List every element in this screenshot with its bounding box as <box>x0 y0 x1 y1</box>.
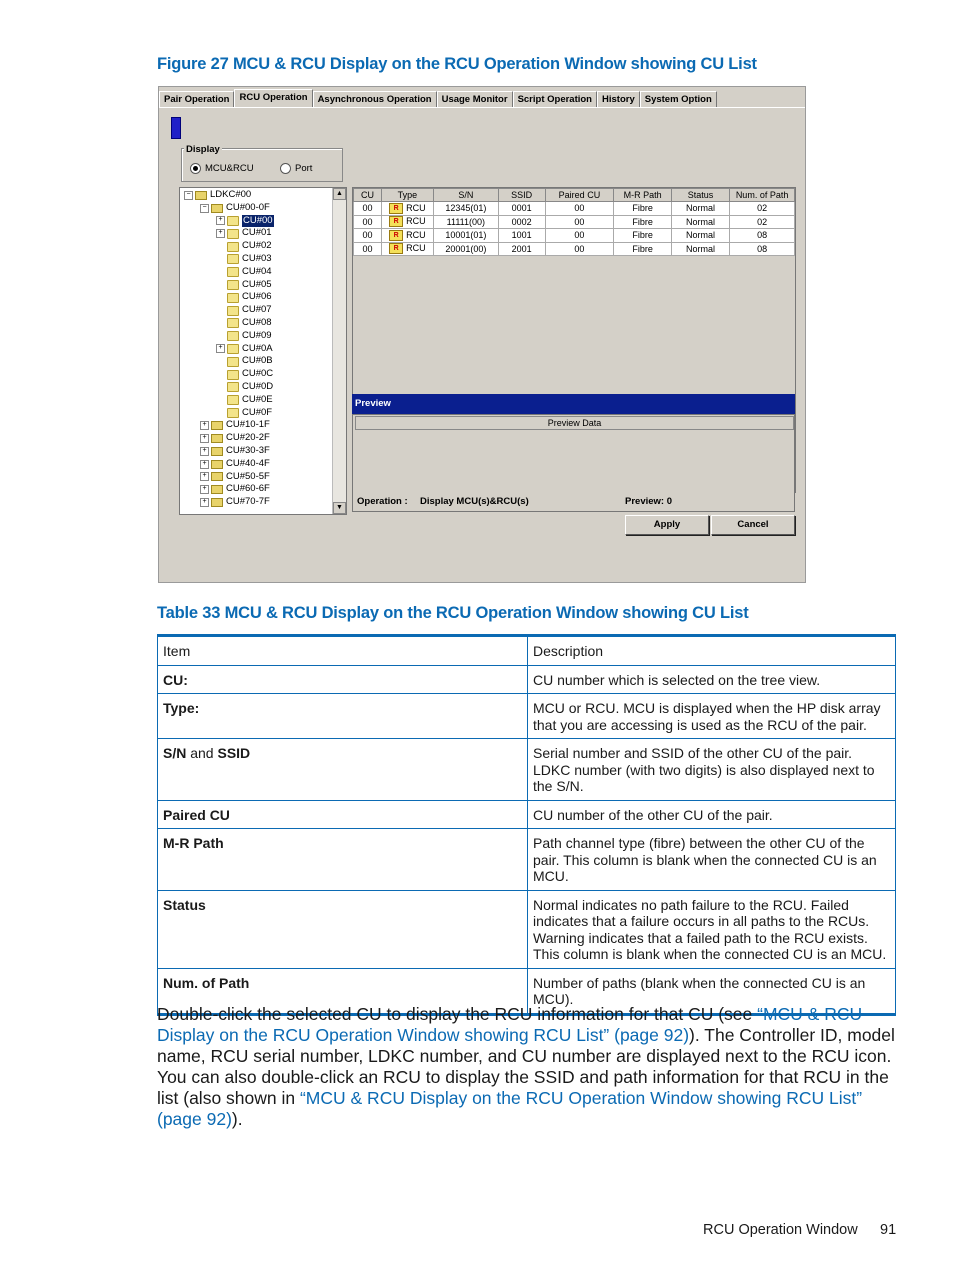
grid-cell-value: 2001 <box>511 243 532 254</box>
display-label: Display <box>186 144 220 155</box>
spacer <box>216 370 225 379</box>
tree-cu-item[interactable] <box>216 279 272 292</box>
tree-item-label: CU#00 <box>243 214 273 226</box>
spacer <box>216 396 225 405</box>
tab-system-option[interactable]: System Option <box>640 91 717 107</box>
tree-cu-item[interactable] <box>216 317 272 330</box>
table-header-row <box>158 636 896 666</box>
grid-cell <box>614 242 671 256</box>
grid-column-header[interactable]: S/N <box>433 189 498 202</box>
tree-item-label: CU#09 <box>242 329 272 341</box>
cu-icon <box>227 280 239 290</box>
rcu-list-link-1[interactable]: “MCU & RCU Display on the RCU Operation Window showing RCU List” (page 92) <box>157 1004 863 1045</box>
tree-item-label: CU#20-2F <box>226 432 270 444</box>
grid-cell-value: 00 <box>574 216 585 227</box>
expand-icon[interactable]: + <box>200 485 209 494</box>
grid-column-header[interactable]: Type <box>381 189 433 202</box>
item-type: Type: <box>163 700 200 716</box>
cu-icon <box>227 267 239 277</box>
tree-cu-item[interactable] <box>216 291 272 304</box>
tab-history[interactable]: History <box>597 91 640 107</box>
grid-column-header[interactable]: CU <box>354 189 382 202</box>
table-row[interactable] <box>354 215 795 229</box>
cu-icon <box>227 344 239 354</box>
grid-cell-value: RCU <box>406 202 426 213</box>
tree-group[interactable] <box>200 458 270 471</box>
tree-item-label: CU#0D <box>242 381 274 392</box>
tree-item-label: CU#0A <box>242 342 273 354</box>
tab-bar <box>159 89 717 107</box>
cu-icon <box>227 370 239 380</box>
rcu-icon: R <box>389 243 403 254</box>
table-row[interactable] <box>354 242 795 256</box>
collapse-icon[interactable]: − <box>184 191 193 200</box>
grid-cell-value: 00 <box>362 203 373 214</box>
grid-cell-value: 00 <box>574 243 585 254</box>
cu-tree-view[interactable] <box>179 187 347 515</box>
desc-num-path: Number of paths (blank when the connected CU is an MCU). <box>528 968 896 1014</box>
tree-group[interactable] <box>200 202 270 215</box>
tree-cu-item[interactable] <box>216 381 273 394</box>
grid-column-header[interactable]: SSID <box>498 189 545 202</box>
tree-item-label: CU#60-6F <box>226 483 270 495</box>
grid-cell <box>730 202 795 216</box>
grid-cell-value: 02 <box>757 216 768 227</box>
grid-cell-value: Normal <box>686 203 716 214</box>
grid-cell <box>671 202 729 216</box>
cu-icon <box>227 229 239 239</box>
item-num-path: Num. of Path <box>163 974 250 991</box>
rcu-list-link-2[interactable]: “MCU & RCU Display on the RCU Operation Window showing RCU List” (page 92) <box>157 1088 863 1129</box>
cu-icon <box>227 318 239 328</box>
grid-cell-value: Normal <box>686 216 716 227</box>
tree-item-label: CU#06 <box>242 291 272 303</box>
grid-cell-value: 00 <box>362 216 373 227</box>
tree-group[interactable] <box>200 445 270 458</box>
tree-item-label: CU#0E <box>242 393 273 405</box>
spacer <box>216 306 225 315</box>
grid-cell <box>498 229 545 243</box>
expand-icon[interactable]: + <box>200 421 209 430</box>
table-row <box>158 890 896 968</box>
cu-icon <box>227 216 239 226</box>
radio-port[interactable] <box>280 163 312 174</box>
scroll-up-icon[interactable]: ▲ <box>333 188 346 200</box>
table-row[interactable] <box>354 229 795 243</box>
grid-cell <box>433 229 498 243</box>
tree-item-label: CU#50-5F <box>226 470 270 482</box>
tree-item-label: CU#05 <box>242 278 272 290</box>
tree-item-label: CU#30-3F <box>226 445 270 456</box>
tree-item-label: CU#04 <box>242 265 272 277</box>
cu-icon <box>227 395 239 405</box>
tree-item-label: CU#0B <box>242 355 273 367</box>
grid-cell <box>433 242 498 256</box>
tree-cu-item[interactable] <box>216 304 272 317</box>
expand-icon[interactable]: + <box>216 229 225 238</box>
cu-icon <box>227 242 239 252</box>
grid-cell <box>545 229 614 243</box>
tab-script-operation[interactable]: Script Operation <box>513 91 597 107</box>
cu-icon <box>227 293 239 303</box>
spacer <box>216 357 225 366</box>
grid-cell <box>498 242 545 256</box>
item-paired-cu: Paired CU <box>163 806 230 823</box>
tree-item-label: CU#02 <box>242 240 272 252</box>
body-paragraph: Double-click the selected CU to display the RCU information for that CU (see “MCU & RCU Display on the RCU Operation Window showing RCU List” (page 92)). The Controller ID, model name, RCU serial number, LDKC number, and CU number are displayed next to the RCU icon. You can also double-click an RCU to display the SSID and path information for that RCU in the list (also shown in “MCU & RCU Display on the RCU Operation Window showing RCU List” (page 92)). <box>157 1004 895 1129</box>
tree-cu-item[interactable] <box>216 266 272 279</box>
spacer <box>216 293 225 302</box>
grid-cell <box>614 202 671 216</box>
grid-cell <box>354 215 382 229</box>
item-ssid: SSID <box>217 745 251 761</box>
grid-cell-value: 11111(00) <box>446 216 486 227</box>
folder-icon <box>211 204 223 213</box>
table-row <box>158 665 896 694</box>
preview-count: Preview: 0 <box>625 496 672 507</box>
grid-cell <box>545 215 614 229</box>
desc-mr-path: Path channel type (fibre) between the other CU of the pair. This column is blank when the connected CU is an MCU. <box>528 829 896 891</box>
tree-group[interactable] <box>200 471 270 484</box>
folder-icon <box>211 472 223 481</box>
item-sn: S/N <box>163 745 187 761</box>
cu-icon <box>227 254 239 264</box>
figure-caption: Figure 27 MCU & RCU Display on the RCU Operation Window showing CU List <box>157 55 757 73</box>
item-mr-path: M-R Path <box>163 835 224 851</box>
folder-icon <box>211 421 223 430</box>
tree-item-label: CU#0C <box>242 368 274 380</box>
table-row <box>158 829 896 891</box>
grid-cell <box>433 202 498 216</box>
page-number: 91 <box>880 1222 897 1238</box>
collapse-icon[interactable]: − <box>200 204 209 213</box>
radio-selected-icon <box>190 163 201 174</box>
spacer <box>216 280 225 289</box>
header-item: Item <box>158 636 528 666</box>
tree-item-label: CU#10-1F <box>226 419 270 431</box>
tree-group[interactable] <box>200 496 270 509</box>
spacer <box>216 319 225 328</box>
rcu-operation-window <box>158 86 806 583</box>
item-and: and <box>186 745 218 761</box>
grid-cell-value: 0001 <box>511 203 532 214</box>
grid-cell-value: 00 <box>574 230 585 241</box>
tree-group[interactable] <box>200 419 270 432</box>
tree-cu-item[interactable] <box>216 253 272 266</box>
spacer <box>216 383 225 392</box>
display-group <box>181 144 343 182</box>
desc-status: Normal indicates no path failure to the RCU. Failed indicates that a failure occurs in all paths to the RCUs. Warning indicates that a failed path to the RCU exists. This column is blank when the connected CU is an MCU. <box>528 890 896 968</box>
desc-paired-cu: CU number of the other CU of the pair. <box>528 800 896 829</box>
grid-cell-value: Normal <box>686 243 716 254</box>
tab-asynchronous-operation[interactable]: Asynchronous Operation <box>313 91 437 107</box>
grid-cell-value: Fibre <box>632 203 653 214</box>
grid-cell <box>498 202 545 216</box>
cu-icon <box>227 382 239 392</box>
grid-cell <box>354 229 382 243</box>
folder-icon <box>211 460 223 469</box>
operation-label: Operation : <box>357 496 408 507</box>
grid-cell <box>671 242 729 256</box>
grid-cell-value: 08 <box>757 230 768 241</box>
spacer <box>216 408 225 417</box>
radio-mcu-rcu-label: MCU&RCU <box>205 163 254 174</box>
radio-unselected-icon <box>280 163 291 174</box>
spacer <box>216 332 225 341</box>
grid-cell <box>354 242 382 256</box>
description-table <box>157 634 896 1016</box>
grid-cell <box>614 215 671 229</box>
header-description: Description <box>528 636 896 666</box>
folder-icon <box>211 447 223 456</box>
tree-item-label: CU#00-0F <box>226 201 270 213</box>
grid-cell <box>545 202 614 216</box>
grid-cell-value: 00 <box>574 203 585 214</box>
tree-group[interactable] <box>200 432 270 445</box>
grid-cell <box>433 215 498 229</box>
table-row[interactable] <box>354 202 795 216</box>
folder-icon <box>211 485 223 494</box>
folder-icon <box>195 191 207 200</box>
spacer <box>216 268 225 277</box>
grid-cell <box>381 202 433 216</box>
table-row <box>158 694 896 739</box>
grid-cell <box>354 202 382 216</box>
status-indicator-icon <box>171 117 181 139</box>
grid-cell-value: RCU <box>406 243 426 254</box>
tree-item-label: CU#70-7F <box>226 496 270 508</box>
tree-cu-item[interactable] <box>216 394 273 407</box>
tree-cu-item[interactable] <box>216 368 273 381</box>
radio-port-label: Port <box>295 163 313 174</box>
item-cu: CU: <box>163 671 188 688</box>
expand-icon[interactable]: + <box>216 344 225 353</box>
tree-cu-item[interactable] <box>216 330 272 343</box>
footer-section: RCU Operation Window <box>703 1222 858 1238</box>
grid-cell <box>381 242 433 256</box>
grid-cell <box>671 215 729 229</box>
grid-column-header[interactable]: Paired CU <box>545 189 614 202</box>
tab-rcu-operation[interactable]: RCU Operation <box>234 89 312 108</box>
rcu-icon: R <box>389 203 403 214</box>
folder-icon <box>211 498 223 507</box>
grid-cell-value: 0002 <box>511 216 532 227</box>
grid-cell <box>381 215 433 229</box>
expand-icon[interactable]: + <box>200 447 209 456</box>
tree-item-label: CU#07 <box>242 304 272 316</box>
grid-cell-value: 00 <box>362 230 373 241</box>
grid-cell-value: 00 <box>362 243 373 254</box>
desc-cu: CU number which is selected on the tree view. <box>528 665 896 694</box>
tree-item-label: CU#01 <box>242 227 272 239</box>
tab-divider <box>159 107 805 108</box>
grid-cell <box>498 215 545 229</box>
grid-cell <box>730 229 795 243</box>
grid-cell-value: 1001 <box>511 230 532 241</box>
grid-cell-value: RCU <box>406 216 426 227</box>
expand-icon[interactable]: + <box>200 472 209 481</box>
preview-area <box>352 414 795 512</box>
expand-icon[interactable]: + <box>216 216 225 225</box>
tab-usage-monitor[interactable]: Usage Monitor <box>437 91 513 107</box>
tree-item-label: CU#08 <box>242 317 272 328</box>
apply-button[interactable]: Apply <box>625 515 709 535</box>
cancel-button[interactable]: Cancel <box>711 515 795 535</box>
cu-icon <box>227 306 239 316</box>
preview-data-header: Preview Data <box>355 416 794 430</box>
grid-cell <box>730 215 795 229</box>
grid-cell-value: 08 <box>757 243 768 254</box>
tree-item-label: LDKC#00 <box>210 189 252 200</box>
tree-cu-item[interactable] <box>216 240 272 253</box>
item-status: Status <box>163 896 206 913</box>
spacer <box>216 255 225 264</box>
grid-header-row <box>354 189 795 202</box>
operation-value: Display MCU(s)&RCU(s) <box>420 496 529 507</box>
table-caption: Table 33 MCU & RCU Display on the RCU Operation Window showing CU List <box>157 604 749 622</box>
table-row <box>158 739 896 801</box>
grid-cell-value: Fibre <box>632 216 653 227</box>
grid-cell-value: Normal <box>686 230 716 241</box>
tree-cu-item[interactable] <box>216 343 273 356</box>
tree-item-label: CU#03 <box>242 253 272 264</box>
grid-body <box>354 202 795 256</box>
tree-cu-item[interactable] <box>216 215 274 228</box>
grid-column-header[interactable]: M-R Path <box>614 189 671 202</box>
grid-column-header[interactable]: Status <box>671 189 729 202</box>
preview-header: Preview <box>352 394 795 414</box>
tree-cu-item[interactable] <box>216 227 272 240</box>
scroll-down-icon[interactable]: ▼ <box>333 502 346 514</box>
spacer <box>216 242 225 251</box>
desc-type: MCU or RCU. MCU is displayed when the HP disk array that you are accessing is used as the RCU of the pair. <box>528 694 896 739</box>
tree-cu-item[interactable] <box>216 355 273 368</box>
grid-cell-value: Fibre <box>632 230 653 241</box>
grid-cell-value: Fibre <box>632 243 653 254</box>
table-row <box>158 800 896 829</box>
tree-scrollbar[interactable] <box>332 188 346 514</box>
grid-cell-value: 10001(01) <box>445 230 487 241</box>
grid-cell-value: 02 <box>757 203 768 214</box>
tree-item-label: CU#0F <box>242 406 273 418</box>
tree-cu-item[interactable] <box>216 407 272 420</box>
grid-cell-value: RCU <box>406 229 426 240</box>
desc-sn-ssid: Serial number and SSID of the other CU of the pair. LDKC number (with two digits) is also displayed next to the S/N. <box>528 739 896 801</box>
expand-icon[interactable]: + <box>200 498 209 507</box>
tab-pair-operation[interactable]: Pair Operation <box>159 91 234 107</box>
rcu-icon: R <box>389 216 403 227</box>
tree-item-label: CU#40-4F <box>226 457 270 469</box>
tree-root[interactable] <box>184 189 251 202</box>
cu-icon <box>227 331 239 341</box>
grid-cell <box>381 229 433 243</box>
grid-cell <box>614 229 671 243</box>
grid-cell <box>671 229 729 243</box>
grid-cell-value: 12345(01) <box>445 203 487 214</box>
rcu-icon: R <box>389 230 403 241</box>
radio-mcu-rcu[interactable] <box>190 163 254 174</box>
grid-cell <box>545 242 614 256</box>
cu-icon <box>227 408 239 418</box>
grid-column-header[interactable]: Num. of Path <box>730 189 795 202</box>
folder-icon <box>211 434 223 443</box>
expand-icon[interactable]: + <box>200 434 209 443</box>
grid-cell-value: 20001(00) <box>445 243 487 254</box>
cu-icon <box>227 357 239 367</box>
expand-icon[interactable]: + <box>200 460 209 469</box>
cu-list-table <box>353 188 795 256</box>
tree-group[interactable] <box>200 483 270 496</box>
grid-cell <box>730 242 795 256</box>
